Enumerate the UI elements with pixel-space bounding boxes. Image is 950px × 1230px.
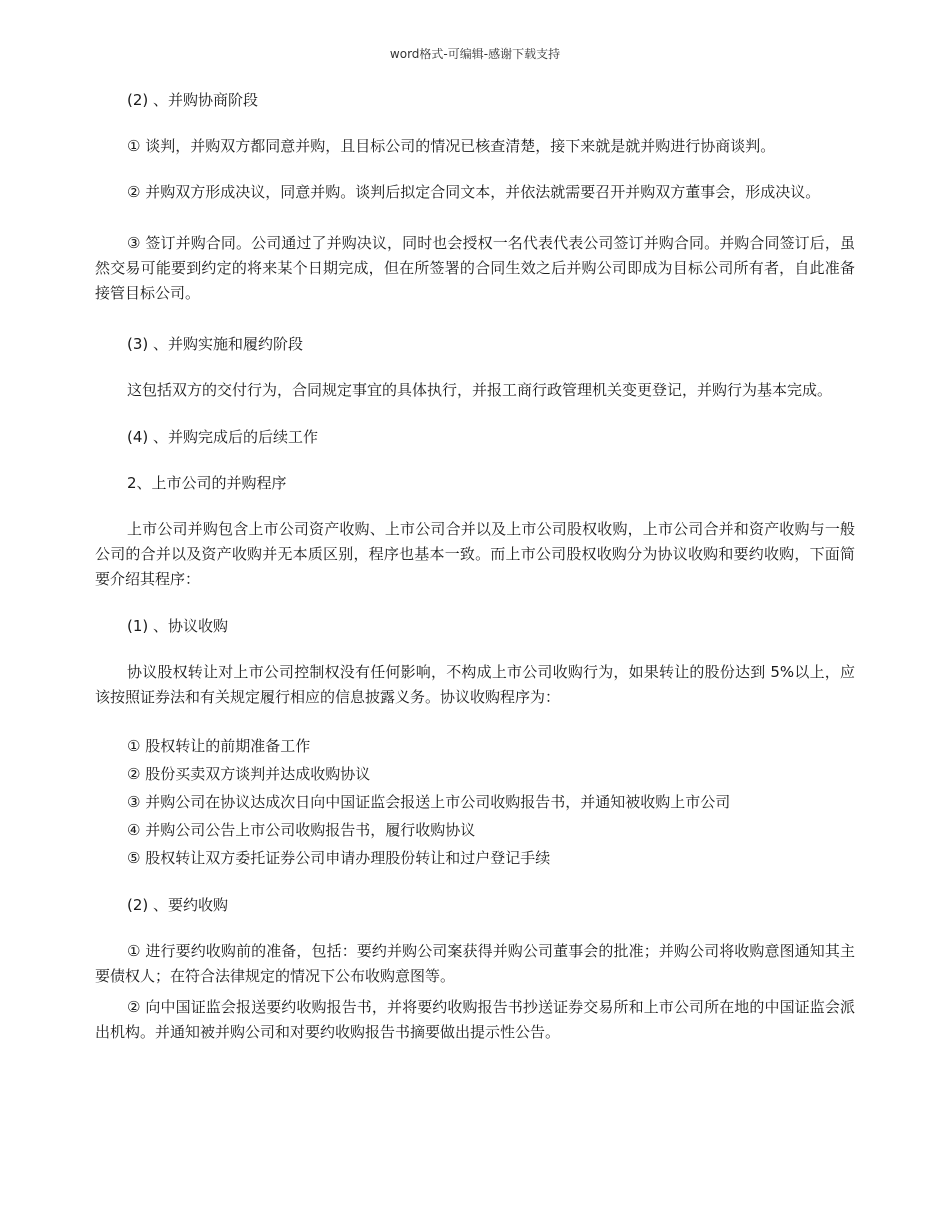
section-heading-followup: (4) 、并购完成后的后续工作 (127, 428, 319, 446)
page-header: word格式-可编辑-感谢下载支持 (389, 47, 561, 61)
paragraph-listed-company: 上市公司并购包含上市公司资产收购、上市公司合并以及上市公司股权收购，上市公司合并和资产收购与一般公司的合并以及资产收购并无本质区别，程序也基本一致。而上市公司股权收购分为协议收购和要约收购，下面简要介绍其程序： (95, 520, 855, 588)
section-heading-implementation: (3) 、并购实施和履约阶段 (127, 335, 304, 353)
list-item: ③ 并购公司在协议达成次日向中国证监会报送上市公司收购报告书，并通知被收购上市公司 (127, 793, 731, 811)
list-item: ① 股权转让的前期准备工作 (127, 737, 311, 755)
section-heading-agreement-acquisition: (1) 、协议收购 (127, 617, 229, 635)
document-body (95, 88, 855, 1045)
list-item: ② 股份买卖双方谈判并达成收购协议 (127, 765, 371, 783)
list-item: ④ 并购公司公告上市公司收购报告书，履行收购协议 (127, 821, 476, 839)
agreement-procedure-list (95, 732, 855, 872)
paragraph-negotiation-3: ③ 签订并购合同。公司通过了并购决议，同时也会授权一名代表代表公司签订并购合同。并购合同签订后，虽然交易可能要到约定的将来某个日期完成，但在所签署的合同生效之后并购公司即成为目标公司所有者，自此准备接管目标公司。 (95, 234, 855, 302)
paragraph-negotiation-2: ② 并购双方形成决议，同意并购。谈判后拟定合同文本，并依法就需要召开并购双方董事会，形成决议。 (127, 183, 821, 201)
section-heading-tender-offer: (2) 、要约收购 (127, 896, 229, 914)
list-item: ⑤ 股权转让双方委托证券公司申请办理股份转让和过户登记手续 (127, 849, 551, 867)
section-heading-negotiation: (2) 、并购协商阶段 (127, 91, 259, 109)
section-heading-listed-company: 2、上市公司的并购程序 (127, 474, 287, 492)
paragraph-agreement-acquisition: 协议股权转让对上市公司控制权没有任何影响，不构成上市公司收购行为，如果转让的股份达到 5%以上，应该按照证券法和有关规定履行相应的信息披露义务。协议收购程序为： (95, 663, 855, 706)
paragraph-implementation: 这包括双方的交付行为，合同规定事宜的具体执行，并报工商行政管理机关变更登记，并购行为基本完成。 (127, 381, 833, 399)
paragraph-tender-offer-2: ② 向中国证监会报送要约收购报告书，并将要约收购报告书抄送证券交易所和上市公司所在地的中国证监会派出机构。并通知被并购公司和对要约收购报告书摘要做出提示性公告。 (95, 998, 855, 1041)
paragraph-negotiation-1: ① 谈判，并购双方都同意并购，且目标公司的情况已核查清楚，接下来就是就并购进行协商谈判。 (127, 137, 776, 155)
paragraph-tender-offer-1: ① 进行要约收购前的准备，包括：要约并购公司案获得并购公司董事会的批准；并购公司将收购意图通知其主要债权人；在符合法律规定的情况下公布收购意图等。 (95, 942, 855, 985)
